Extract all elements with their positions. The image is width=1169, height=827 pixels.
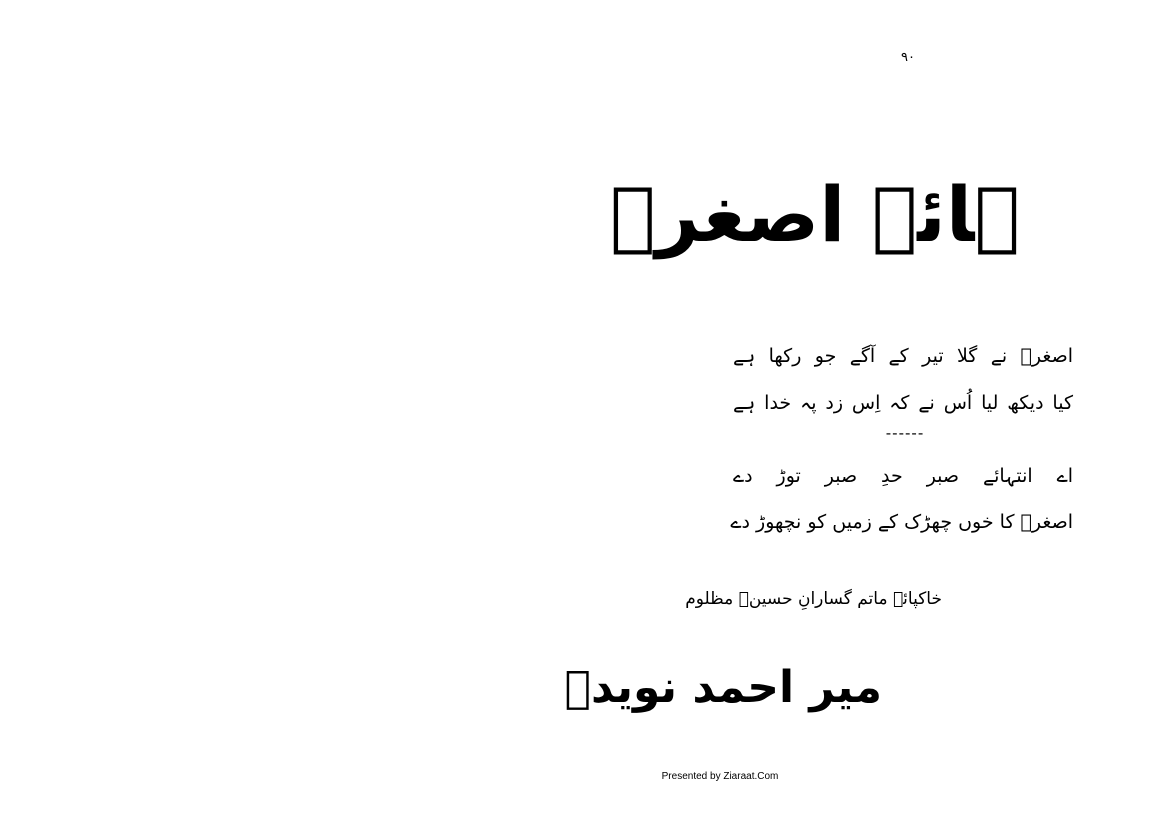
verse-line: اے انتہائے صبر حدِ صبر توڑ دے (733, 465, 1073, 487)
stanza-divider: ------ (885, 424, 925, 442)
author-name: میر احمد نویدؔ (564, 662, 882, 713)
page-title: ہائے اصغرؑ (609, 170, 1020, 259)
verse-line: اصغرؑ نے گلا تیر کے آگے جو رکھا ہے (733, 345, 1073, 367)
page-number: ۹۰ (901, 50, 915, 65)
verse-line: کیا دیکھ لیا اُس نے کہ اِس زد پہ خدا ہے (733, 392, 1073, 414)
footer-credit: Presented by Ziaraat.Com (661, 771, 779, 782)
verse-line: اصغرؑ کا خوں چھڑک کے زمیں کو نچھوڑ دے (730, 511, 1073, 533)
dedication-text: خاکپائے ماتم گسارانِ حسینؑ مظلوم (685, 589, 942, 609)
